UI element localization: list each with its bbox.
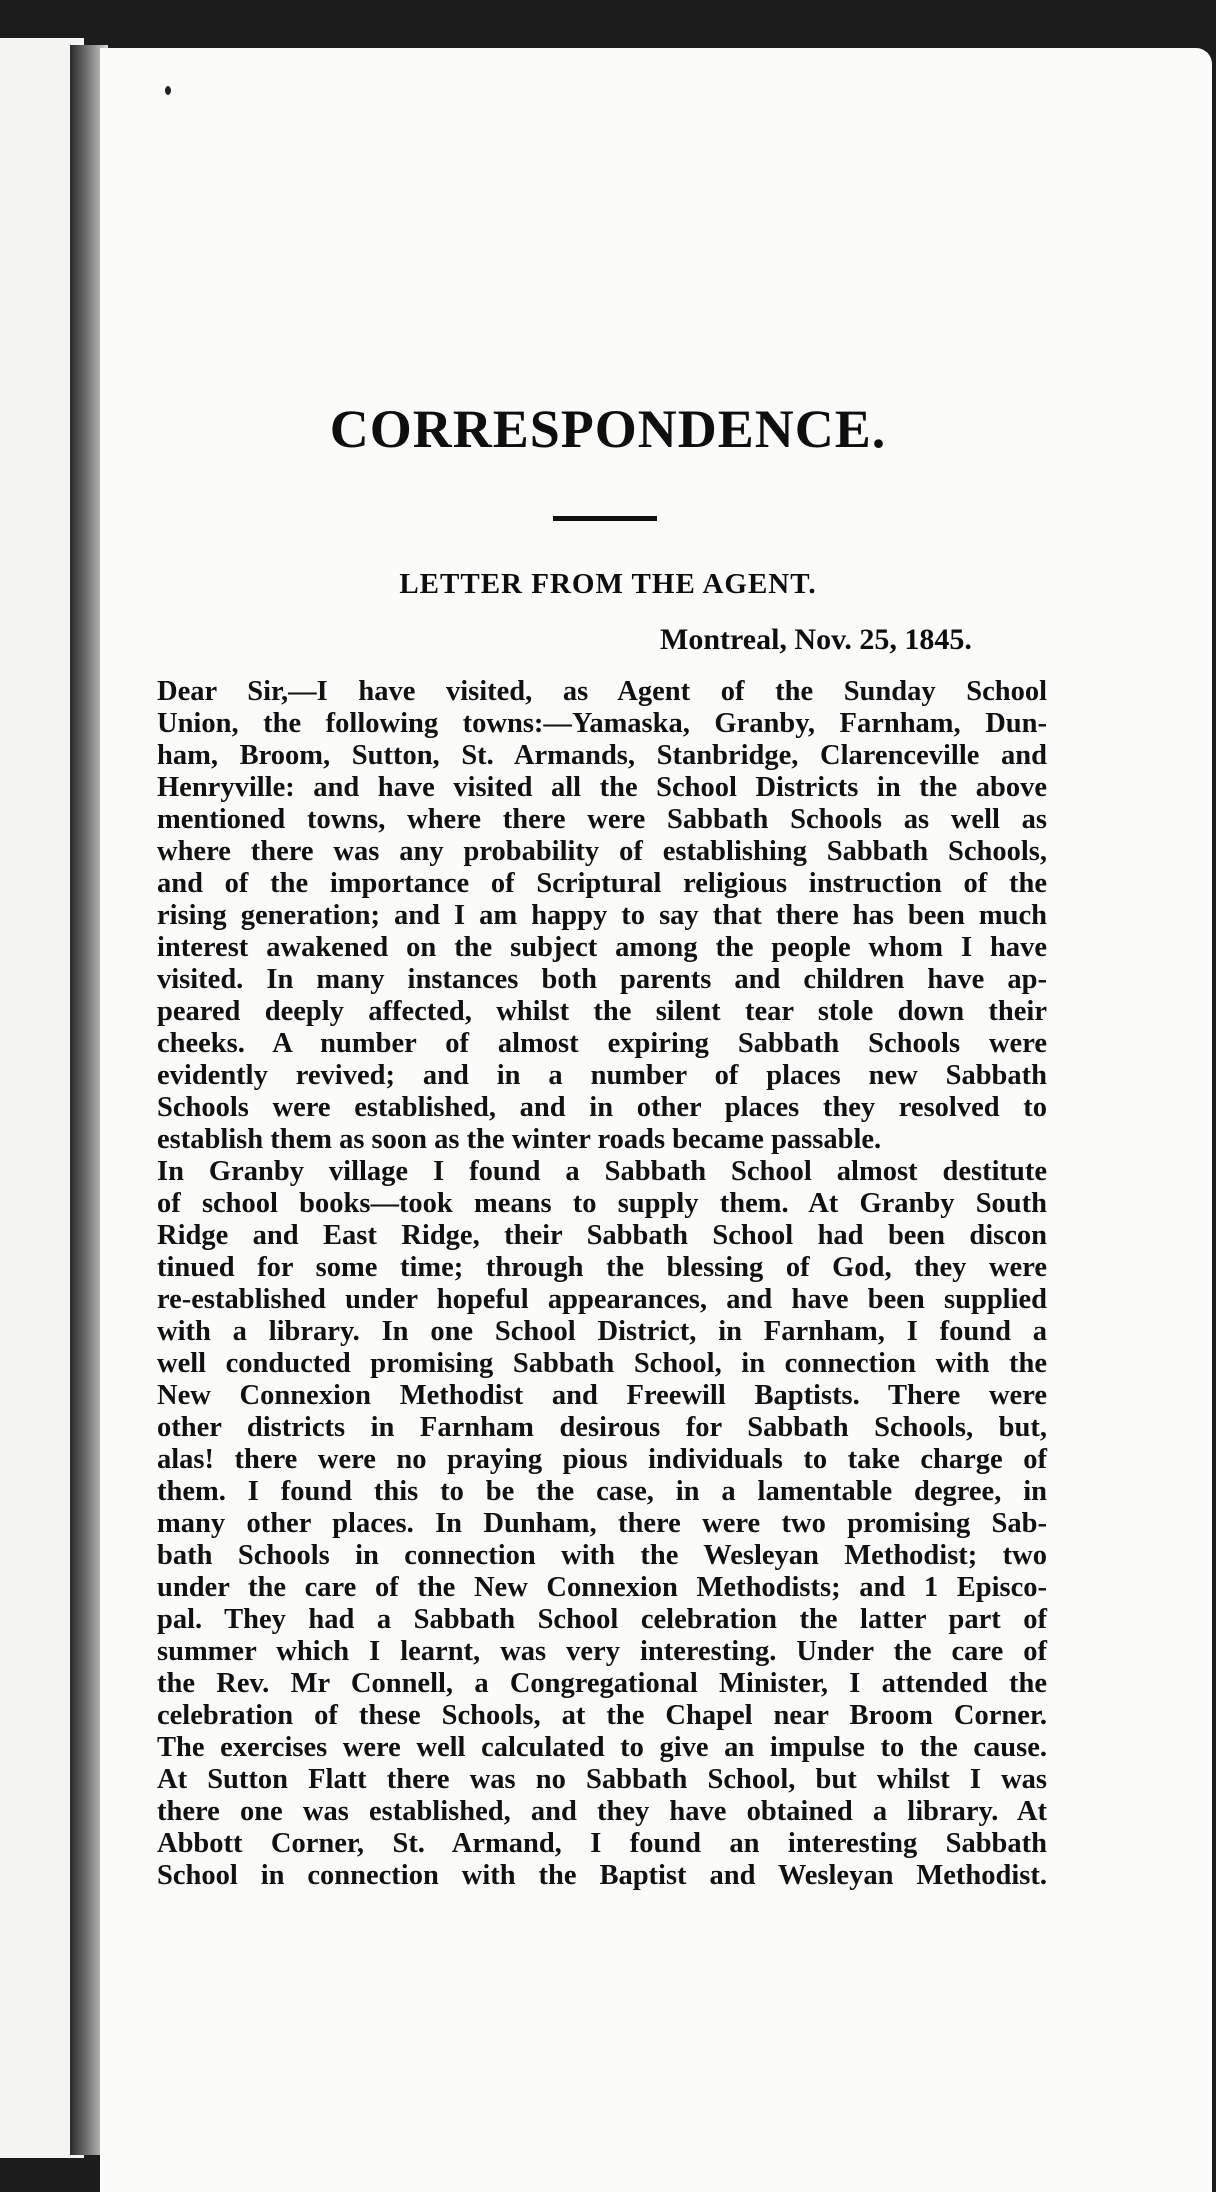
text-line: visited. In many instances both parents and children have ap-: [157, 964, 1047, 995]
text-line: and of the importance of Scriptural religious instruction of the: [157, 868, 1047, 899]
text-line: well conducted promising Sabbath School, in connection with the: [157, 1348, 1047, 1379]
text-line: interest awakened on the subject among the people whom I have: [157, 932, 1047, 963]
text-line: cheeks. A number of almost expiring Sabbath Schools were: [157, 1028, 1047, 1059]
text-line: mentioned towns, where there were Sabbath Schools as well as: [157, 804, 1047, 835]
text-line: re-established under hopeful appearances, and have been supplied: [157, 1284, 1047, 1315]
text-line: tinued for some time; through the blessing of God, they were: [157, 1252, 1047, 1283]
text-line: pal. They had a Sabbath School celebration the latter part of: [157, 1604, 1047, 1635]
text-line: New Connexion Methodist and Freewill Baptists. There were: [157, 1380, 1047, 1411]
text-line: there one was established, and they have obtained a library. At: [157, 1796, 1047, 1827]
text-line: School in connection with the Baptist and Wesleyan Methodist.: [157, 1860, 1047, 1891]
text-line: where there was any probability of establishing Sabbath Schools,: [157, 836, 1047, 867]
letter-dateline: Montreal, Nov. 25, 1845.: [660, 623, 972, 656]
text-line: many other places. In Dunham, there were two promising Sab-: [157, 1508, 1047, 1539]
text-line: rising generation; and I am happy to say that there has been much: [157, 900, 1047, 931]
text-line: Henryville: and have visited all the School Districts in the above: [157, 772, 1047, 803]
text-line: other districts in Farnham desirous for Sabbath Schools, but,: [157, 1412, 1047, 1443]
text-line: peared deeply affected, whilst the silent tear stole down their: [157, 996, 1047, 1027]
text-line: alas! there were no praying pious individuals to take charge of: [157, 1444, 1047, 1475]
ink-speck: [165, 86, 171, 95]
text-line: them. I found this to be the case, in a lamentable degree, in: [157, 1476, 1047, 1507]
text-line: In Granby village I found a Sabbath School almost destitute: [157, 1156, 1047, 1187]
text-line: celebration of these Schools, at the Chapel near Broom Corner.: [157, 1700, 1047, 1731]
text-line: The exercises were well calculated to give an impulse to the cause.: [157, 1732, 1047, 1763]
text-line: Schools were established, and in other places they resolved to: [157, 1092, 1047, 1123]
section-heading: CORRESPONDENCE.: [329, 399, 887, 459]
text-line: bath Schools in connection with the Wesleyan Methodist; two: [157, 1540, 1047, 1571]
text-line: the Rev. Mr Connell, a Congregational Minister, I attended the: [157, 1668, 1047, 1699]
text-line: Union, the following towns:—Yamaska, Granby, Farnham, Dun-: [157, 708, 1047, 739]
text-line: establish them as soon as the winter roads became passable.: [157, 1124, 882, 1155]
text-line: evidently revived; and in a number of places new Sabbath: [157, 1060, 1047, 1091]
text-line: At Sutton Flatt there was no Sabbath School, but whilst I was: [157, 1764, 1047, 1795]
text-line: Dear Sir,—I have visited, as Agent of the Sunday School: [157, 676, 1047, 707]
text-line: summer which I learnt, was very interesting. Under the care of: [157, 1636, 1047, 1667]
letter-title: LETTER FROM THE AGENT.: [399, 568, 817, 600]
heading-rule: [553, 516, 657, 521]
letter-body: [157, 676, 1047, 1892]
text-line: ham, Broom, Sutton, St. Armands, Stanbridge, Clarenceville and: [157, 740, 1047, 771]
text-line: of school books—took means to supply them. At Granby South: [157, 1188, 1047, 1219]
text-line: under the care of the New Connexion Methodists; and 1 Episco-: [157, 1572, 1047, 1603]
text-line: Ridge and East Ridge, their Sabbath School had been discon: [157, 1220, 1047, 1251]
text-line: with a library. In one School District, in Farnham, I found a: [157, 1316, 1047, 1347]
text-line: Abbott Corner, St. Armand, I found an interesting Sabbath: [157, 1828, 1047, 1859]
